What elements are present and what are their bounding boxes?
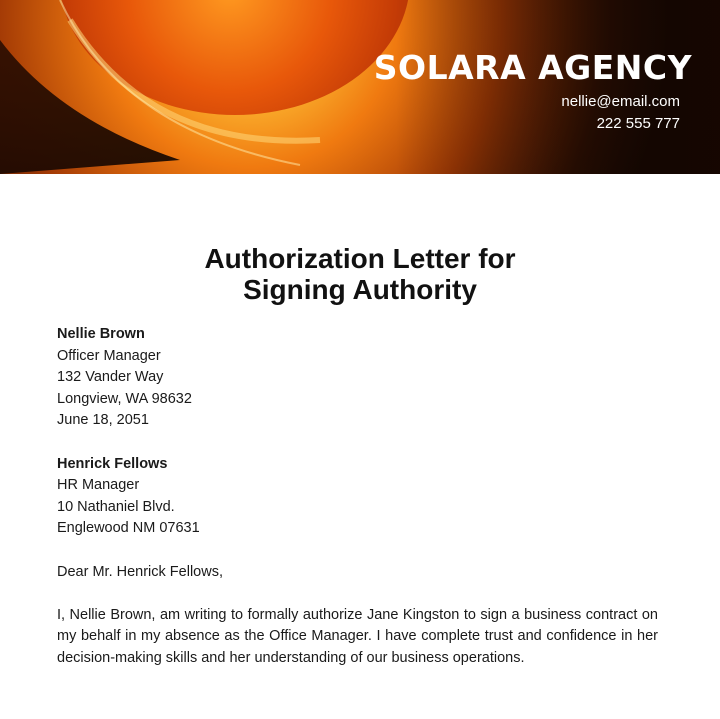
- sender-position: Officer Manager: [57, 347, 161, 364]
- sender-street: 132 Vander Way: [57, 369, 164, 386]
- sender-name: Nellie Brown: [57, 326, 145, 342]
- header-banner: [0, 0, 720, 174]
- agency-email[interactable]: nellie@email.com: [561, 93, 680, 110]
- sunburst-graphic: [0, 0, 720, 174]
- salutation: Dear Mr. Henrick Fellows,: [57, 563, 223, 580]
- body-paragraph: I, Nellie Brown, am writing to formally authorize Jane Kingston to sign a business contract on my behalf in my absence as the Office Manager. I have complete trust and confidence in her decision-making skills and her understanding of our business operations.: [57, 606, 658, 666]
- sender-block: [57, 324, 658, 432]
- recipient-block: [57, 454, 658, 540]
- sender-city: Longview, WA 98632: [57, 390, 192, 407]
- recipient-name: Henrick Fellows: [57, 455, 168, 472]
- letter-title: [0, 243, 720, 305]
- title-line-2: Signing Authority: [243, 274, 477, 305]
- title-line-1: Authorization Letter for: [204, 243, 516, 274]
- agency-name: SOLARA AGENCY: [373, 48, 692, 87]
- agency-phone: 222 555 777: [596, 115, 680, 132]
- recipient-street: 10 Nathaniel Blvd.: [57, 498, 175, 515]
- letter-body: [57, 324, 658, 691]
- recipient-city: Englewood NM 07631: [57, 520, 200, 537]
- recipient-position: HR Manager: [57, 477, 140, 494]
- letter-date: June 18, 2051: [57, 412, 149, 429]
